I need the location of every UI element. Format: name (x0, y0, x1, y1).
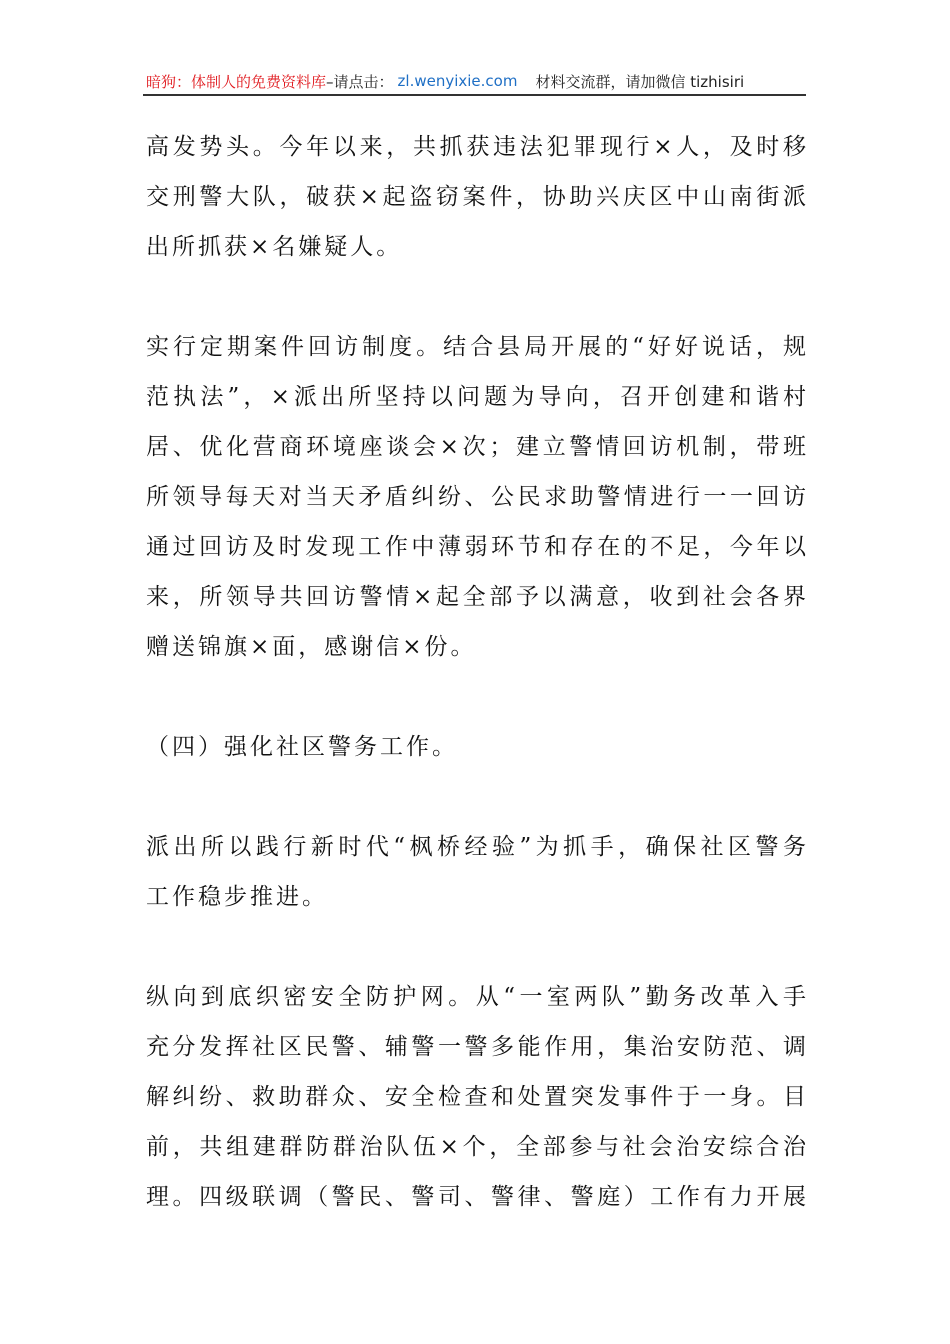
text-line: 纵向到底织密安全防护网。从“一室两队”勤务改革入手 (146, 984, 806, 1010)
text-line: 居、优化营商环境座谈会×次；建立警情回访机制，带班 (146, 434, 806, 460)
text-line: （四）强化社区警务工作。 (146, 734, 458, 760)
text-line: 实行定期案件回访制度。结合县局开展的“好好说话，规 (146, 334, 806, 360)
text-line: 充分发挥社区民警、辅警一警多能作用，集治安防范、调 (146, 1034, 806, 1060)
text-line: 解纠纷、救助群众、安全检查和处置突发事件于一身。目 (146, 1084, 806, 1110)
paragraph (146, 980, 806, 1230)
paragraph (146, 330, 806, 680)
text-line: 理。四级联调（警民、警司、警律、警庭）工作有力开展 (146, 1184, 806, 1210)
text-line: 交刑警大队，破获×起盗窃案件，协助兴庆区中山南街派 (146, 184, 806, 210)
page-header (146, 70, 806, 92)
document-body (146, 130, 806, 1280)
text-line: 所领导每天对当天矛盾纠纷、公民求助警情进行一一回访 (146, 484, 806, 510)
text-line: 来，所领导共回访警情×起全部予以满意，收到社会各界 (146, 584, 806, 610)
text-line: 工作稳步推进。 (146, 884, 328, 910)
text-line: 前，共组建群防群治队伍×个，全部参与社会治安综合治 (146, 1134, 806, 1160)
text-line: 派出所以践行新时代“枫桥经验”为抓手，确保社区警务 (146, 834, 806, 860)
header-prompt: –请点击： (326, 72, 394, 91)
paragraph (146, 830, 806, 930)
text-line: 高发势头。今年以来，共抓获违法犯罪现行×人，及时移 (146, 134, 806, 160)
paragraph (146, 730, 806, 780)
text-line: 范执法”，×派出所坚持以问题为导向，召开创建和谐村 (146, 384, 806, 410)
header-divider (143, 94, 806, 96)
text-line: 通过回访及时发现工作中薄弱环节和存在的不足，今年以 (146, 534, 806, 560)
header-wechat: 材料交流群，请加微信 tizhisiri (535, 72, 745, 91)
header-link[interactable]: zl.wenyixie.com (397, 72, 518, 90)
header-brand: 暗狗：体制人的免费资料库 (146, 72, 327, 91)
text-line: 出所抓获×名嫌疑人。 (146, 234, 403, 260)
text-line: 赠送锦旗×面，感谢信×份。 (146, 634, 477, 660)
paragraph (146, 130, 806, 280)
